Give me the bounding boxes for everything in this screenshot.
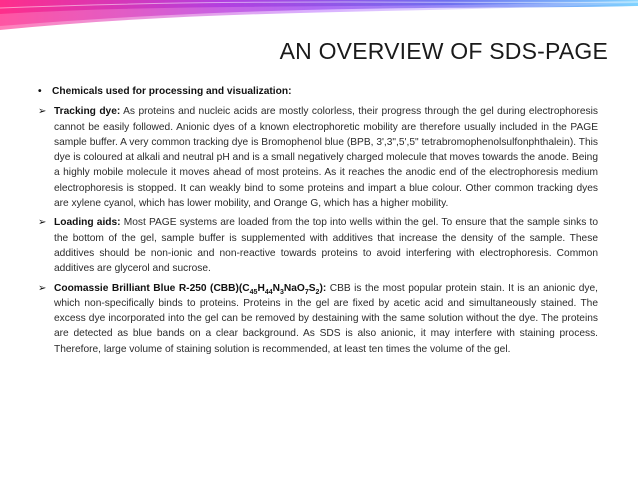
formula-sub: 45 [249, 288, 258, 296]
formula-sub: 44 [264, 288, 273, 296]
formula-text: H [257, 282, 265, 294]
formula-text: NaO [283, 282, 305, 294]
arrow-bullet-icon: ➢ [38, 217, 47, 229]
formula-text: ): [319, 282, 327, 294]
item-term [54, 283, 326, 294]
term-prefix: Coomassie Brilliant Blue R-250 (CBB)(C [54, 282, 250, 294]
item-text: Most PAGE systems are loaded from the top into wells within the gel. To ensure that the sample sinks to the bottom of the gel, sample buffer is supplemented with additives that increase the density of the sample. These additives should be non-ionic and non-reactive towards proteins to avoid interfering with electrophoresis. Common additives are glycerol and sucrose. [54, 217, 598, 275]
main-bullet-label: Chemicals used for processing and visualization: [52, 86, 292, 97]
item-paragraph [54, 215, 598, 276]
item-text: CBB is the most popular protein stain. It is an anionic dye, which non-specifically binds to proteins. Proteins in the gel are fixed by acetic acid and simultaneously stained. The excess dye incorporated into the gel can be removed by destaining with the same solution without the dye. The proteins are detected as blue bands on a clear background. As SDS is also anionic, it may interfere with staining process. Therefore, large volume of staining solution is recommended, at least ten times the volume of the gel. [54, 282, 598, 355]
formula-sub: 7 [304, 288, 309, 296]
list-item-loading-aids [38, 215, 598, 276]
slide-title: AN OVERVIEW OF SDS-PAGE [279, 38, 608, 64]
item-paragraph [54, 104, 598, 211]
formula-text: N [272, 282, 280, 294]
item-term: Tracking dye: [54, 106, 121, 118]
item-term: Loading aids: [54, 217, 121, 229]
formula-sub: 2 [315, 288, 320, 296]
formula-text: S [308, 282, 316, 294]
slide-content [38, 84, 598, 361]
formula-sub: 3 [279, 288, 284, 296]
bullet-icon: • [38, 86, 42, 97]
arrow-bullet-icon: ➢ [38, 282, 47, 294]
item-paragraph [54, 281, 598, 357]
decorative-banner [0, 0, 638, 30]
arrow-bullet-icon: ➢ [38, 106, 47, 118]
main-bullet [38, 84, 598, 99]
list-item-coomassie [38, 281, 598, 357]
list-item-tracking-dye [38, 104, 598, 211]
item-text: As proteins and nucleic acids are mostly colorless, their progress through the gel during electrophoresis cannot be easily followed. Anionic dyes of a known electrophoretic mobility are therefore usually included in the PAGE sample buffer. A very common tracking dye is Bromophenol blue (BPB, 3',3",5',5" tetrabromophenolsulfonphthalein). This dye is coloured at alkali and neutral pH and is a small negatively charged molecule that moves towards the anode. Being a highly mobile molecule it moves ahead of most proteins. As it reaches the anodic end of the electrophoresis medium electrophoresis is stopped. It can weakly bind to some proteins and impart a blue colour. Other common tracking dyes are xylene cyanol, which has lower mobility, and Orange G, which has a higher mobility. [54, 106, 598, 210]
